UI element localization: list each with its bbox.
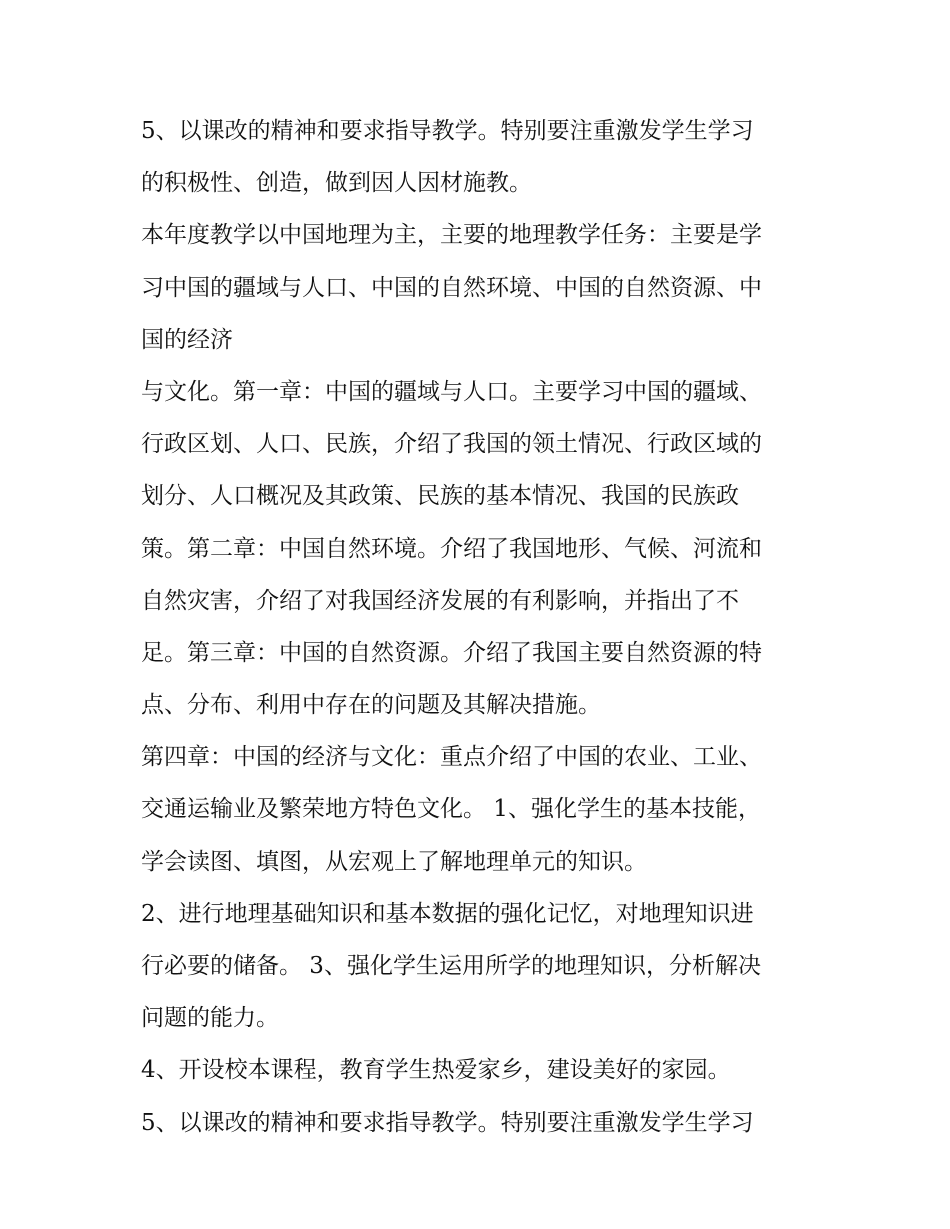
text-line: 交通运输业及繁荣地方特色文化。 1、强化学生的基本技能， [141, 796, 761, 823]
text-line: 4、开设校本课程，教育学生热爱家乡，建设美好的家园。 [141, 1057, 731, 1084]
text-line: 5、以课改的精神和要求指导教学。特别要注重激发学生学习 [141, 118, 754, 144]
text-line: 国的经济 [141, 326, 233, 353]
text-line: 第四章：中国的经济与文化：重点介绍了中国的农业、工业、 [141, 744, 762, 771]
text-line: 足。第三章：中国的自然资源。介绍了我国主要自然资源的特 [141, 639, 762, 666]
text-line: 的积极性、创造，做到因人因材施教。 [141, 170, 532, 197]
text-line: 与文化。第一章：中国的疆域与人口。主要学习中国的疆域、 [141, 378, 762, 405]
text-line: 2、进行地理基础知识和基本数据的强化记忆，对地理知识进 [141, 900, 754, 927]
text-line: 行必要的储备。 3、强化学生运用所学的地理知识，分析解决 [141, 953, 761, 979]
text-line: 问题的能力。 [141, 1005, 279, 1032]
text-line: 策。第二章：中国自然环境。介绍了我国地形、气候、河流和 [141, 535, 762, 562]
text-line: 划分、人口概况及其政策、民族的基本情况、我国的民族政 [141, 483, 739, 510]
text-line: 学会读图、填图，从宏观上了解地理单元的知识。 [141, 848, 647, 875]
text-line: 5、以课改的精神和要求指导教学。特别要注重激发学生学习 [141, 1109, 754, 1136]
text-line: 本年度教学以中国地理为主，主要的地理教学任务：主要是学 [141, 222, 762, 249]
document-page [141, 105, 831, 1149]
text-line: 习中国的疆域与人口、中国的自然环境、中国的自然资源、中 [141, 274, 762, 301]
text-line: 行政区划、人口、民族，介绍了我国的领土情况、行政区域的 [141, 431, 762, 458]
text-line: 自然灾害，介绍了对我国经济发展的有利影响，并指出了不 [141, 587, 739, 614]
text-line: 点、分布、利用中存在的问题及其解决措施。 [141, 692, 601, 719]
